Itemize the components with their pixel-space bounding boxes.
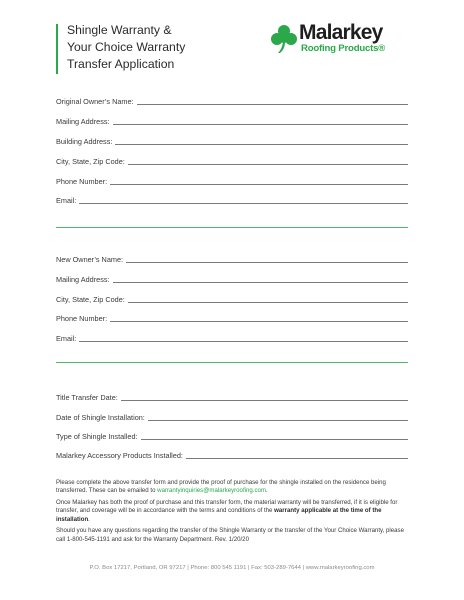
field-label: Mailing Address: (56, 275, 110, 284)
field-label: City, State, Zip Code: (56, 157, 125, 166)
fill-in-line[interactable] (137, 97, 408, 105)
fill-in-line[interactable] (128, 295, 408, 303)
installation-date-field[interactable] (56, 410, 408, 422)
instructions-paragraph-3: Should you have any questions regarding the transfer of the Shingle Warranty or the transfer of the Your Choice Warranty, please call 1-800-545-1191 and ask for the Warranty Department. Rev. 1/20/20 (56, 527, 404, 543)
field-label: Mailing Address: (56, 117, 110, 126)
title-line-3: Transfer Application (67, 57, 175, 71)
logo-brand-name: Malarkey (299, 21, 383, 44)
section-divider (56, 227, 408, 228)
original-phone-field[interactable] (56, 174, 408, 186)
original-owner-name-field[interactable] (56, 94, 408, 106)
new-owner-name-field[interactable] (56, 252, 408, 264)
original-email-field[interactable] (56, 193, 408, 205)
original-city-state-zip-field[interactable] (56, 154, 408, 166)
field-label: Email: (56, 196, 77, 205)
fill-in-line[interactable] (110, 177, 408, 185)
document-header (56, 22, 410, 78)
field-label: Original Owner’s Name: (56, 97, 134, 106)
field-label: Date of Shingle Installation: (56, 413, 145, 422)
fill-in-line[interactable] (141, 432, 408, 440)
warranty-email-link[interactable]: warrantyinquiries@malarkeyroofing.com (157, 487, 266, 495)
title-transfer-date-field[interactable] (56, 390, 408, 402)
accessory-products-field[interactable] (56, 448, 408, 460)
shamrock-icon (270, 24, 298, 54)
document-title (67, 22, 185, 73)
instructions-text (56, 479, 410, 547)
fill-in-line[interactable] (128, 157, 408, 165)
malarkey-logo (270, 21, 410, 58)
title-line-2: Your Choice Warranty (67, 40, 186, 54)
fill-in-line[interactable] (79, 196, 408, 204)
field-label: Malarkey Accessory Products Installed: (56, 451, 183, 460)
field-label: Building Address: (56, 137, 113, 146)
field-label: Title Transfer Date: (56, 393, 118, 402)
logo-tagline: Roofing Products® (301, 43, 386, 54)
new-phone-field[interactable] (56, 311, 408, 323)
instructions-paragraph-2: Once Malarkey has both the proof of purchase and this transfer form, the material warranty will be transferred, if it is eligible for transfer, and coverage will be in accordance with the terms and conditions of the warranty applicable at the time of the installation. (56, 499, 398, 523)
title-accent-bar (56, 24, 58, 74)
fill-in-line[interactable] (110, 314, 408, 322)
fill-in-line[interactable] (79, 334, 408, 342)
instructions-paragraph-1: Please complete the above transfer form and provide the proof of purchase for the shingle installed on the residence being transferred. These can be emailed to warrantyinquiries@malarkeyroofing.com. (56, 479, 386, 495)
section-divider (56, 362, 408, 363)
fill-in-line[interactable] (126, 255, 408, 263)
field-label: Email: (56, 334, 77, 343)
new-city-state-zip-field[interactable] (56, 292, 408, 304)
warranty-terms-emphasis: warranty applicable at the time of the installation (56, 507, 382, 523)
fill-in-line[interactable] (113, 117, 408, 125)
field-label: Phone Number: (56, 177, 108, 186)
title-line-1: Shingle Warranty & (67, 23, 172, 37)
building-address-field[interactable] (56, 134, 408, 146)
fill-in-line[interactable] (115, 137, 408, 145)
field-label: Phone Number: (56, 314, 108, 323)
new-email-field[interactable] (56, 331, 408, 343)
field-label: City, State, Zip Code: (56, 295, 125, 304)
fill-in-line[interactable] (186, 451, 408, 459)
shingle-type-field[interactable] (56, 429, 408, 441)
original-mailing-address-field[interactable] (56, 114, 408, 126)
field-label: New Owner’s Name: (56, 255, 124, 264)
field-label: Type of Shingle Installed: (56, 432, 138, 441)
contact-footer: P.O. Box 17217, Portland, OR 97217 | Phone: 800 545 1191 | Fax: 503-289-7644 | www.malarkeyroofing.com (89, 565, 375, 571)
fill-in-line[interactable] (113, 275, 408, 283)
fill-in-line[interactable] (121, 393, 408, 401)
new-mailing-address-field[interactable] (56, 272, 408, 284)
fill-in-line[interactable] (148, 413, 408, 421)
